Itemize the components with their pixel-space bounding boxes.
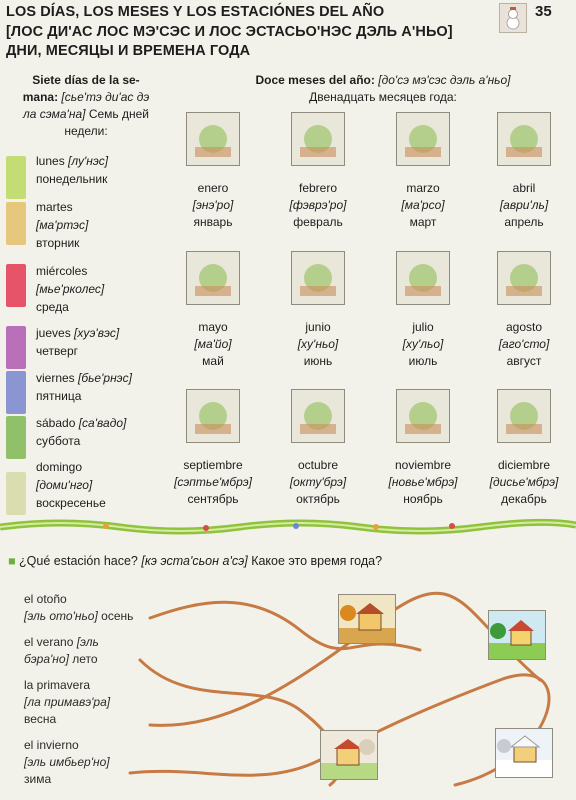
month-name-transcription: [аври'ль] [499,198,549,212]
month-name-es: junio [305,320,331,334]
days-title-russian2: недели: [64,124,108,138]
month-name-ru: октябрь [296,492,340,506]
month-label-octubre [268,457,368,508]
question-transcription: [кэ эста'сьон а'сэ] [141,554,248,568]
day-color-swatch [6,371,26,414]
day-name-ru: суббота [36,434,81,448]
day-name-transcription: [ма'ртэс] [36,218,89,232]
decorative-ribbon [0,515,576,537]
season-picture-summer [488,610,546,660]
day-name-ru: понедельник [36,172,108,186]
matching-ropes [0,560,576,800]
day-color-swatch [6,202,26,245]
month-name-ru: апрель [504,215,544,229]
month-label-marzo [373,180,473,231]
days-title-russian1: Семь дней [88,107,149,121]
day-name-es: lunes [36,154,65,168]
month-name-transcription: [ма'рсо] [401,198,445,212]
season-ru: зима [24,772,52,786]
month-name-transcription: [энэ'ро] [192,198,234,212]
day-color-swatch [6,326,26,369]
months-title-transcription: [до'сэ мэ'сэс дэль а'ньо] [378,73,511,87]
month-name-es: febrero [298,181,338,195]
day-name-transcription: [лу'нэс] [68,154,109,168]
month-name-es: septiembre [183,458,243,472]
days-title-transcription1: [сье'тэ ди'ас дэ [61,90,150,104]
day-name-ru: пятница [36,389,82,403]
season-picture-spring [320,730,378,780]
month-name-ru: декабрь [501,492,547,506]
month-label-diciembre [474,457,574,508]
month-name-es: abril [512,181,536,195]
beach-icon [497,251,551,305]
days-title-transcription2: ла сэма'на] [22,107,86,121]
month-label-agosto [474,319,574,370]
snowman-icon [186,112,240,166]
header-title-russian: ДНИ, МЕСЯЦЫ И ВРЕМЕНА ГОДА [6,43,251,59]
season-transcription: [ла примавэ'ра] [24,695,111,709]
month-label-noviembre [373,457,473,508]
header-title-transcription: [ЛОС ДИ'АС ЛОС МЭ'СЭС И ЛОС ЭСТАСЬО'НЭС ДЭЛЬ А'НЬО] [6,23,453,40]
day-name-ru: воскресенье [36,496,106,510]
carnival-mask-icon [291,112,345,166]
month-name-transcription: [новье'мбрэ] [388,475,458,489]
month-name-es: noviembre [394,458,452,472]
day-name-es: miércoles [36,264,88,278]
month-name-ru: июнь [303,354,333,368]
day-color-swatch [6,264,26,307]
mountain-icon [396,251,450,305]
day-color-swatch [6,156,26,199]
season-es: el verano [24,635,74,649]
day-name-ru: среда [36,300,69,314]
month-name-transcription: [сэптье'мбрэ] [174,475,252,489]
month-label-abril [474,180,574,231]
month-label-mayo [163,319,263,370]
page-header [6,3,484,62]
bullet-icon: ■ [8,554,16,568]
month-name-ru: август [506,354,542,368]
month-name-transcription: [ху'ньо] [297,337,339,351]
question-ru: Какое это время года? [251,554,383,568]
day-name-es: sábado [36,416,76,430]
snowman-corner-illustration [499,3,527,33]
day-name-es: domingo [36,460,83,474]
day-name-ru: вторник [36,236,80,250]
blossom-branch-icon [396,112,450,166]
months-title-es: Doce meses del año: [255,73,375,87]
page-number: 35 [535,3,552,20]
month-name-transcription: [аго'сто] [498,337,550,351]
month-name-transcription: [окту'брэ] [289,475,347,489]
season-picture-autumn [338,594,396,644]
season-es: la primavera [24,678,91,692]
month-label-septiembre [163,457,263,508]
month-name-transcription: [дисье'мбрэ] [489,475,559,489]
strawberry-icon [186,251,240,305]
month-name-es: diciembre [497,458,551,472]
day-name-transcription: [са'вадо] [78,416,127,430]
watermelon-icon [291,251,345,305]
season-verano: el verano [эль бэра'но] лето [24,635,99,666]
month-name-es: julio [412,320,434,334]
rope-line [140,660,340,785]
month-name-ru: сентябрь [187,492,239,506]
season-es: el invierno [24,738,79,752]
month-name-es: mayo [198,320,228,334]
month-name-es: marzo [406,181,440,195]
month-label-junio [268,319,368,370]
day-name-transcription: [доми'нго] [36,478,93,492]
chestnuts-icon [396,389,450,443]
month-name-ru: июль [408,354,438,368]
month-label-enero [163,180,263,231]
month-name-transcription: [ма'йо] [194,337,232,351]
question-es: ¿Qué estación hace? [19,554,138,568]
months-section-title [198,72,568,106]
season-transcription: [эль ото'ньо] [24,609,98,623]
season-ru: осень [101,609,134,623]
days-title-line2: mana: [22,90,59,104]
day-name-transcription: [хуэ'вэс] [74,326,120,340]
months-title-ru: Двенадцать месяцев года: [309,90,457,104]
day-color-swatch [6,416,26,459]
season-ru: весна [24,712,57,726]
day-name-transcription: [бье'рнэс] [78,371,132,385]
month-name-es: enero [197,181,229,195]
month-label-julio [373,319,473,370]
days-title-line1: Siete días de la se- [32,73,140,87]
month-name-ru: ноябрь [403,492,443,506]
season-transcription: [эль имбьер'но] [24,755,110,769]
christmas-tree-icon [497,389,551,443]
season-picture-winter [495,728,553,778]
day-name-ru: четверг [36,344,78,358]
month-name-es: octubre [297,458,339,472]
day-name-es: martes [36,200,73,214]
days-section-title [6,72,166,140]
umbrella-rain-icon [497,112,551,166]
day-name-transcription: [мье'рколес] [36,282,105,296]
month-name-transcription: [ху'льо] [402,337,444,351]
month-name-ru: март [409,215,437,229]
day-name-es: viernes [36,371,75,385]
month-name-es: agosto [505,320,543,334]
month-name-ru: май [202,354,224,368]
season-ru: лето [72,652,98,666]
day-color-swatch [6,472,26,515]
month-name-ru: февраль [293,215,343,229]
season-es: el otoño [24,592,67,606]
header-title-spanish: LOS DÍAS, LOS MESES Y LOS ESTACIÓNES DEL AÑO [6,4,385,20]
month-name-ru: январь [193,215,233,229]
month-name-transcription: [фэврэ'ро] [289,198,347,212]
autumn-tree-icon [186,389,240,443]
grapes-icon [291,389,345,443]
month-label-febrero [268,180,368,231]
day-name-es: jueves [36,326,71,340]
